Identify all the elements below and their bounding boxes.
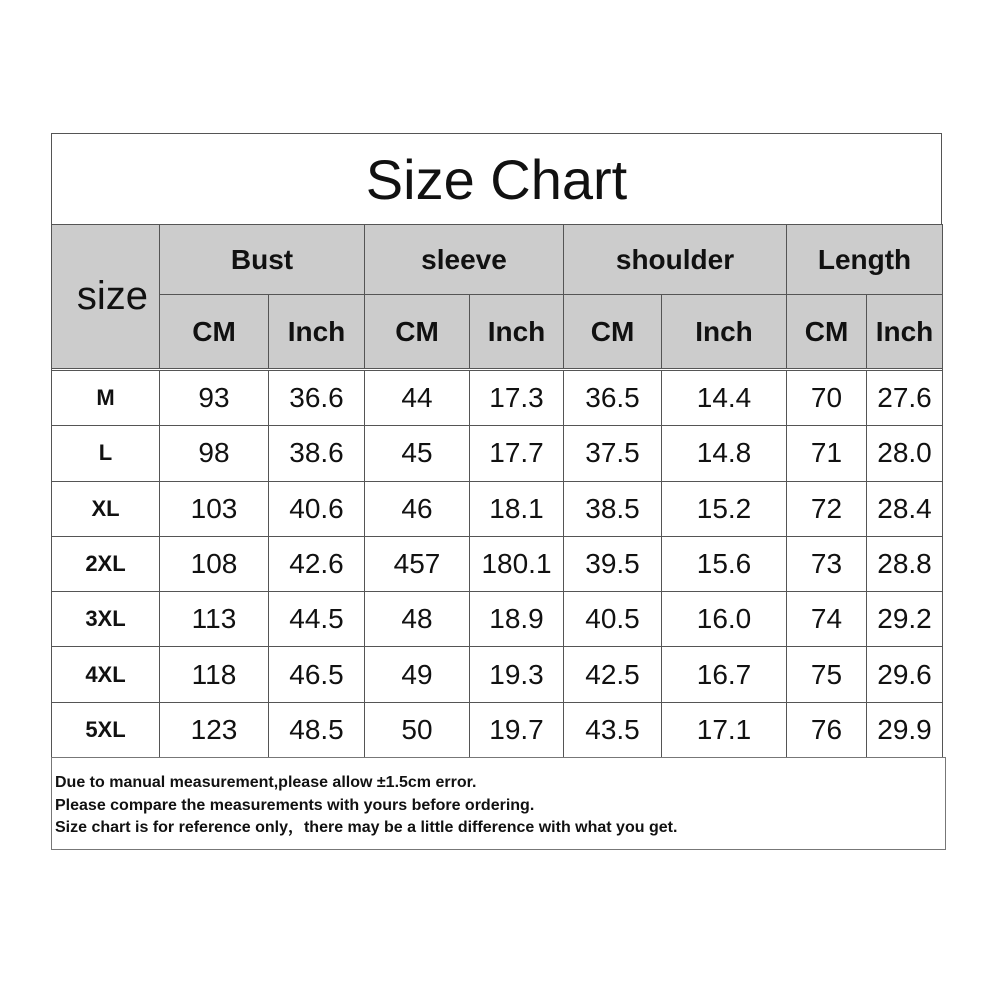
table-body — [52, 371, 943, 758]
size-label: M — [52, 371, 160, 426]
unit-header: Inch — [269, 295, 365, 369]
measurement-cell: 36.6 — [269, 371, 365, 426]
table-row — [52, 592, 943, 647]
size-header-label: size — [76, 274, 149, 318]
measurement-cell: 48 — [365, 592, 470, 647]
measurement-cell: 29.6 — [867, 647, 943, 702]
header-bust: Bust — [160, 225, 365, 295]
measurement-cell: 73 — [787, 536, 867, 591]
measurement-cell: 17.7 — [470, 426, 564, 481]
measurement-cell: 457 — [365, 536, 470, 591]
measurement-cell: 37.5 — [564, 426, 662, 481]
measurement-cell: 74 — [787, 592, 867, 647]
table-row — [52, 371, 943, 426]
measurement-cell: 75 — [787, 647, 867, 702]
table-row — [52, 702, 943, 757]
measurement-cell: 28.4 — [867, 481, 943, 536]
measurement-cell: 18.1 — [470, 481, 564, 536]
measurement-cell: 113 — [160, 592, 269, 647]
measurement-cell: 45 — [365, 426, 470, 481]
unit-header: CM — [160, 295, 269, 369]
header-shoulder: shoulder — [564, 225, 787, 295]
measurement-cell: 38.5 — [564, 481, 662, 536]
measurement-cell: 14.8 — [662, 426, 787, 481]
table-row — [52, 426, 943, 481]
size-label: 5XL — [52, 702, 160, 757]
unit-header: Inch — [470, 295, 564, 369]
measurement-cell: 28.8 — [867, 536, 943, 591]
size-label: 4XL — [52, 647, 160, 702]
measurement-cell: 46 — [365, 481, 470, 536]
measurement-cell: 36.5 — [564, 371, 662, 426]
measurement-cell: 19.7 — [470, 702, 564, 757]
measurement-cell: 46.5 — [269, 647, 365, 702]
unit-header: CM — [787, 295, 867, 369]
note-line: Due to manual measurement,please allow ±1.5cm error. — [55, 774, 477, 791]
size-label: L — [52, 426, 160, 481]
measurement-cell: 16.0 — [662, 592, 787, 647]
measurement-cell: 27.6 — [867, 371, 943, 426]
measurement-cell: 103 — [160, 481, 269, 536]
measurement-cell: 29.2 — [867, 592, 943, 647]
measurement-cell: 28.0 — [867, 426, 943, 481]
measurement-cell: 40.5 — [564, 592, 662, 647]
measurement-cell: 72 — [787, 481, 867, 536]
measurement-cell: 44.5 — [269, 592, 365, 647]
measurement-cell: 16.7 — [662, 647, 787, 702]
measurement-cell: 71 — [787, 426, 867, 481]
unit-header: Inch — [662, 295, 787, 369]
chart-title: Size Chart — [365, 148, 628, 211]
measurement-cell: 48.5 — [269, 702, 365, 757]
measurement-cell: 108 — [160, 536, 269, 591]
measurement-cell: 44 — [365, 371, 470, 426]
measurement-cell: 49 — [365, 647, 470, 702]
size-label: XL — [52, 481, 160, 536]
note-line: Please compare the measurements with yours before ordering. — [55, 796, 535, 814]
measurement-cell: 39.5 — [564, 536, 662, 591]
measurement-cell: 123 — [160, 702, 269, 757]
measurement-cell: 118 — [160, 647, 269, 702]
measurement-cell: 42.5 — [564, 647, 662, 702]
measurement-cell: 98 — [160, 426, 269, 481]
header-sleeve: sleeve — [365, 225, 564, 295]
unit-header: Inch — [867, 295, 943, 369]
measurement-cell: 93 — [160, 371, 269, 426]
size-header — [52, 225, 160, 369]
measurement-cell: 29.9 — [867, 702, 943, 757]
measurement-cell: 18.9 — [470, 592, 564, 647]
header-length: Length — [787, 225, 943, 295]
measurement-cell: 50 — [365, 702, 470, 757]
table-row — [52, 481, 943, 536]
measurement-cell: 70 — [787, 371, 867, 426]
table-row — [52, 536, 943, 591]
measurement-cell: 40.6 — [269, 481, 365, 536]
measurement-cell: 42.6 — [269, 536, 365, 591]
notes-box — [51, 757, 946, 850]
title-box — [51, 133, 942, 225]
table-row — [52, 647, 943, 702]
measurement-cell: 15.2 — [662, 481, 787, 536]
measurement-cell: 180.1 — [470, 536, 564, 591]
size-label: 3XL — [52, 592, 160, 647]
measurement-cell: 17.3 — [470, 371, 564, 426]
measurement-cell: 15.6 — [662, 536, 787, 591]
measurement-cell: 17.1 — [662, 702, 787, 757]
note-line: Size chart is for reference only，there may be a little difference with what you get. — [55, 819, 678, 836]
measurement-cell: 38.6 — [269, 426, 365, 481]
measurement-cell: 76 — [787, 702, 867, 757]
size-table — [51, 224, 943, 758]
measurement-cell: 14.4 — [662, 371, 787, 426]
measurement-cell: 19.3 — [470, 647, 564, 702]
unit-header: CM — [564, 295, 662, 369]
size-label: 2XL — [52, 536, 160, 591]
unit-header: CM — [365, 295, 470, 369]
measurement-cell: 43.5 — [564, 702, 662, 757]
